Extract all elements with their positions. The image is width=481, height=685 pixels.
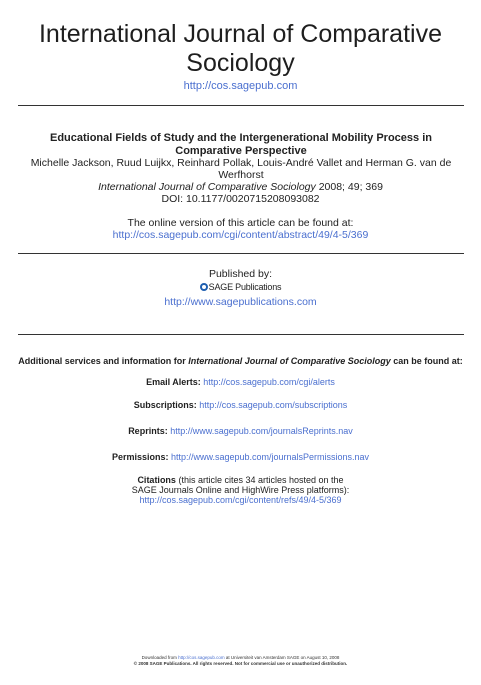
permissions-link[interactable]: http://www.sagepub.com/journalsPermissions.nav <box>170 452 370 462</box>
article-title-line1: Educational Fields of Study and the Intergenerational Mobility Process in <box>49 132 432 144</box>
reprints-row <box>0 426 481 436</box>
citations-text-line2: SAGE Journals Online and HighWire Press platforms): <box>131 485 350 495</box>
footer-downloaded-link[interactable]: http://cos.sagepub.com <box>178 655 225 660</box>
divider-bottom <box>18 334 464 335</box>
permissions-row <box>0 452 481 462</box>
journal-title-line1: International Journal of Comparative <box>38 20 442 48</box>
sage-logo <box>0 282 481 292</box>
additional-journal: International Journal of Comparative Sociology <box>188 356 391 366</box>
additional-services-heading <box>0 356 481 366</box>
divider-top <box>18 105 464 106</box>
divider-middle <box>18 253 464 254</box>
journal-url-link[interactable]: http://cos.sagepub.com <box>183 80 298 92</box>
citation-volume: 2008; 49; 369 <box>315 181 383 193</box>
reprints-label: Reprints: <box>128 426 171 436</box>
article-doi: DOI: 10.1177/0020715208093082 <box>161 193 320 205</box>
published-by-label: Published by: <box>208 268 273 280</box>
email-alerts-link[interactable]: http://cos.sagepub.com/cgi/alerts <box>203 377 335 387</box>
citations-block <box>0 475 481 505</box>
authors-line2: Werfhorst <box>218 169 264 181</box>
authors <box>14 157 468 181</box>
journal-title <box>0 20 481 78</box>
publisher-url-link[interactable]: http://www.sagepublications.com <box>164 296 317 308</box>
additional-suffix: can be found at: <box>390 356 463 366</box>
reprints-link[interactable]: http://www.sagepub.com/journalsReprints.nav <box>170 426 353 436</box>
subscriptions-row <box>0 400 481 410</box>
article-title-line2: Comparative Perspective <box>175 145 307 157</box>
online-version-link[interactable]: http://cos.sagepub.com/cgi/content/abstract/49/4-5/369 <box>112 229 369 241</box>
permissions-label: Permissions: <box>111 452 171 462</box>
email-alerts-row <box>0 377 481 387</box>
footer-downloaded-suffix: at Universiteit van Amsterdam SAGE on August 10, 2008 <box>224 655 340 660</box>
footer-downloaded-prefix: Downloaded from <box>141 655 179 660</box>
footer-copyright: © 2008 SAGE Publications. All rights reserved. Not for commercial use or unauthorized distribution. <box>133 661 348 666</box>
subscriptions-link[interactable]: http://cos.sagepub.com/subscriptions <box>199 400 348 410</box>
citation-journal: International Journal of Comparative Sociology <box>98 181 316 193</box>
online-version-note: The online version of this article can be found at: <box>127 217 354 229</box>
page-footer <box>0 655 481 667</box>
sage-logo-text: SAGE Publications <box>208 282 282 292</box>
citations-label: Citations <box>137 475 176 485</box>
subscriptions-label: Subscriptions: <box>133 400 200 410</box>
journal-title-line2: Sociology <box>186 49 295 77</box>
sage-logo-icon <box>200 283 208 291</box>
citations-link[interactable]: http://cos.sagepub.com/cgi/content/refs/49/4-5/369 <box>139 495 342 505</box>
email-alerts-label: Email Alerts: <box>146 377 204 387</box>
article-title <box>18 132 464 158</box>
article-citation <box>0 181 481 193</box>
additional-prefix: Additional services and information for <box>18 356 189 366</box>
citations-text-line1: (this article cites 34 articles hosted on the <box>175 475 344 485</box>
authors-line1: Michelle Jackson, Ruud Luijkx, Reinhard Pollak, Louis-André Vallet and Herman G. van de <box>30 157 452 169</box>
